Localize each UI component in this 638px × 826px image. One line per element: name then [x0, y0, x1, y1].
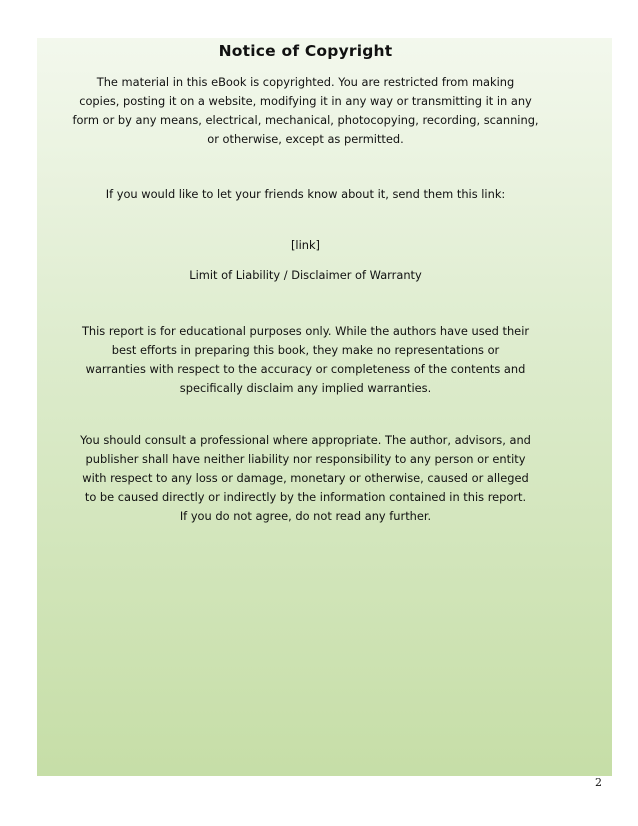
text-line: copies, posting it on a website, modifying it in any way or transmitting it in any [79, 94, 532, 108]
text-line: The material in this eBook is copyrighted. You are restricted from making [96, 75, 515, 89]
text-line: If you do not agree, do not read any further. [179, 509, 432, 523]
text-line: publisher shall have neither liability nor responsibility to any person or entity [85, 452, 526, 466]
disclaimer-heading: Limit of Liability / Disclaimer of Warranty [189, 268, 422, 282]
share-instruction: If you would like to let your friends know about it, send them this link: [105, 187, 506, 201]
liability-paragraph [37, 431, 574, 526]
text-line: form or by any means, electrical, mechanical, photocopying, recording, scanning, [72, 113, 539, 127]
share-link[interactable]: [link] [290, 238, 321, 252]
text-line: warranties with respect to the accuracy or completeness of the contents and [85, 362, 526, 376]
page-number: 2 [595, 776, 602, 789]
page-title: Notice of Copyright [218, 42, 393, 60]
text-line: You should consult a professional where appropriate. The author, advisors, and [80, 433, 531, 447]
text-line: or otherwise, except as permitted. [207, 132, 404, 146]
text-line: best efforts in preparing this book, they make no representations or [111, 343, 500, 357]
educational-disclaimer-paragraph [37, 322, 574, 398]
text-line: to be caused directly or indirectly by the information contained in this report. [84, 490, 527, 504]
copyright-paragraph [37, 73, 574, 149]
text-line: This report is for educational purposes only. While the authors have used their [81, 324, 530, 338]
text-line: specifically disclaim any implied warranties. [179, 381, 432, 395]
text-line: with respect to any loss or damage, monetary or otherwise, caused or alleged [82, 471, 529, 485]
